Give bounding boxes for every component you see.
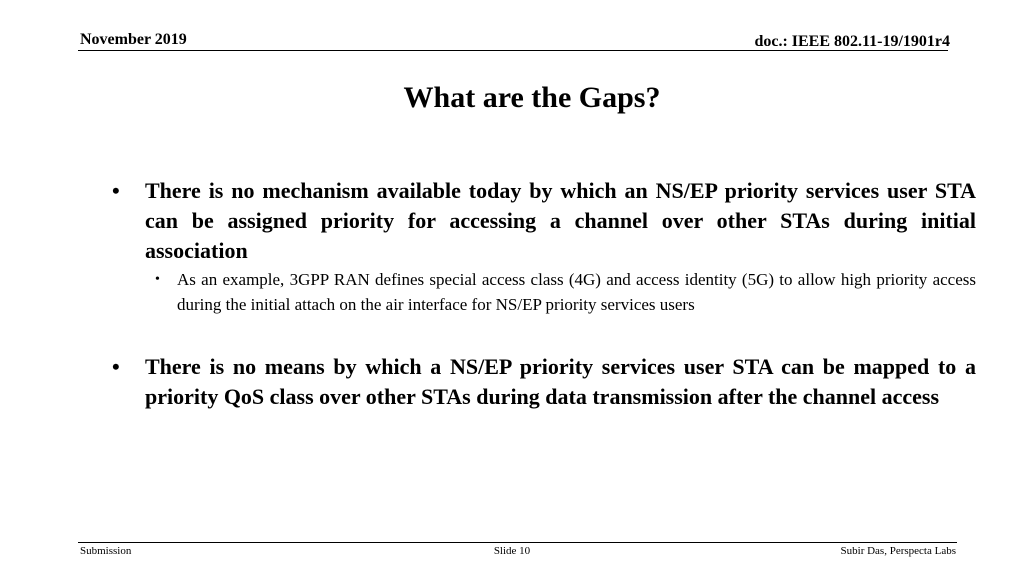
header-doc-id: doc.: IEEE 802.11-19/1901r4 bbox=[754, 33, 950, 50]
slide-content bbox=[112, 176, 976, 412]
header-date: November 2019 bbox=[80, 31, 187, 48]
bullet-item bbox=[112, 352, 976, 412]
sub-bullet-text: As an example, 3GPP RAN defines special access class (4G) and access identity (5G) to allow high priority access during the initial attach on the air interface for NS/EP priority services users bbox=[177, 270, 976, 314]
footer-slide-number: Slide 10 bbox=[493, 545, 531, 557]
footer-submission: Submission bbox=[80, 545, 132, 557]
bullet-text: There is no means by which a NS/EP priority services user STA can be mapped to a priority QoS class over other STAs during data transmission after the channel access bbox=[145, 354, 976, 409]
sub-bullet-marker: • bbox=[155, 272, 160, 287]
bullet-marker: • bbox=[112, 354, 120, 379]
bullet-marker: • bbox=[112, 178, 120, 203]
header-divider bbox=[78, 50, 948, 51]
slide-title: What are the Gaps? bbox=[403, 81, 661, 114]
bullet-text: There is no mechanism available today by which an NS/EP priority services user STA can be assigned priority for accessing a channel over other STAs during initial association bbox=[145, 178, 976, 263]
sub-bullet-item bbox=[145, 267, 976, 317]
footer-author: Subir Das, Perspecta Labs bbox=[840, 545, 956, 557]
footer-divider bbox=[78, 542, 957, 543]
bullet-item bbox=[112, 176, 976, 266]
